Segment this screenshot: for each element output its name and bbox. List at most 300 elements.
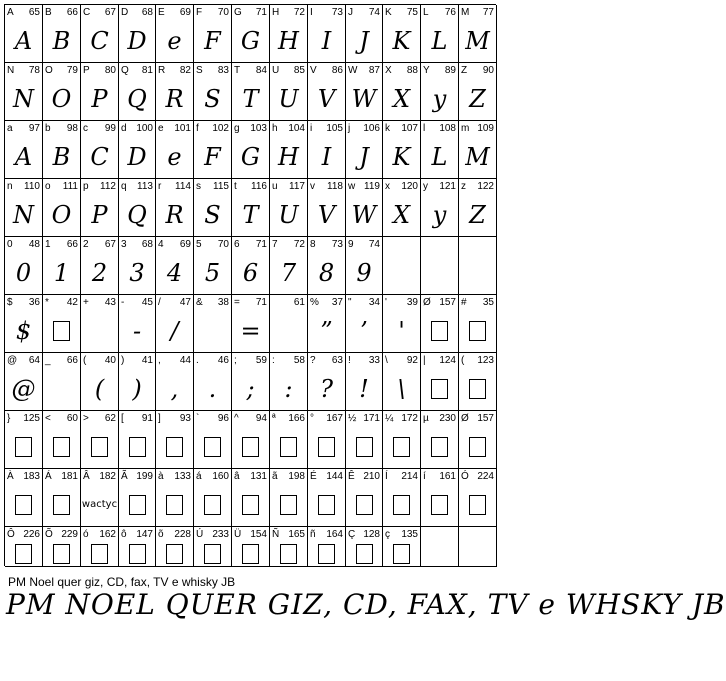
glyph-cell [194, 295, 232, 353]
glyph-cell [119, 469, 156, 527]
glyph-cell [383, 121, 421, 179]
glyph-cell [308, 353, 346, 411]
glyph-sample [308, 541, 345, 566]
glyph-cell [308, 295, 346, 353]
glyph-character: ^ [234, 413, 239, 424]
glyph-character: Í [385, 471, 388, 482]
glyph-character: n [7, 181, 13, 192]
glyph-cell [459, 527, 497, 567]
glyph-sample [43, 541, 80, 566]
missing-glyph-box [242, 544, 259, 564]
glyph-character: Ó [461, 471, 469, 482]
glyph-code: 157 [439, 297, 456, 308]
glyph-sample [346, 483, 382, 526]
glyph-character: ô [121, 529, 127, 540]
glyph-sample: M [465, 142, 490, 171]
glyph-cell [232, 179, 270, 237]
glyph-cell [270, 353, 308, 411]
missing-glyph-box [356, 544, 373, 564]
glyph-character: j [348, 123, 351, 134]
glyph-sample: Z [469, 200, 486, 229]
glyph-character: y [423, 181, 428, 192]
missing-glyph-box [318, 495, 335, 515]
glyph-sample: H [278, 26, 299, 55]
glyph-code: 90 [482, 65, 494, 76]
glyph-character: s [196, 181, 201, 192]
glyph-character: A [7, 7, 14, 18]
glyph-code: 46 [217, 355, 229, 366]
glyph-character: 1 [45, 239, 51, 250]
glyph-code: 165 [288, 529, 305, 540]
glyph-code: 87 [368, 65, 380, 76]
glyph-code: 118 [327, 181, 343, 192]
glyph-code: 77 [482, 7, 494, 18]
missing-glyph-box [318, 544, 335, 564]
glyph-code: 83 [217, 65, 229, 76]
glyph-cell [270, 237, 308, 295]
glyph-code: 67 [104, 239, 116, 250]
glyph-sample: B [52, 142, 71, 171]
glyph-character: F [196, 7, 203, 18]
glyph-sample [43, 309, 80, 352]
glyph-cell [43, 5, 81, 63]
glyph-character: r [158, 181, 162, 192]
missing-glyph-box [204, 544, 221, 564]
glyph-sample: 0 [15, 258, 32, 287]
glyph-character: ` [196, 413, 200, 424]
glyph-sample: e [167, 26, 182, 55]
missing-glyph-box [53, 437, 70, 457]
glyph-sample: A [14, 26, 33, 55]
glyph-cell [194, 179, 232, 237]
glyph-sample: 5 [204, 258, 221, 287]
glyph-cell [156, 237, 194, 295]
glyph-character: . [196, 355, 199, 366]
glyph-sample: ' [398, 316, 405, 345]
glyph-cell [81, 295, 119, 353]
glyph-character: E [158, 7, 165, 18]
sample-label: PM Noel quer giz, CD, fax, TV e whisky JB [8, 575, 236, 589]
glyph-sample: A [14, 142, 33, 171]
missing-glyph-box [393, 544, 410, 564]
glyph-character: J [348, 7, 353, 18]
glyph-cell [383, 179, 421, 237]
glyph-code: 147 [136, 529, 153, 540]
glyph-character: G [234, 7, 242, 18]
glyph-code: 228 [174, 529, 191, 540]
glyph-sample: . [208, 374, 217, 403]
glyph-character: b [45, 123, 51, 134]
missing-glyph-box [280, 437, 297, 457]
glyph-sample [119, 541, 155, 566]
glyph-cell [5, 353, 43, 411]
glyph-code: 42 [66, 297, 78, 308]
glyph-sample: T [242, 84, 259, 113]
glyph-sample: $ [15, 316, 32, 345]
glyph-cell [43, 411, 81, 469]
glyph-code: 62 [104, 413, 116, 424]
glyph-sample: e [167, 142, 182, 171]
glyph-cell [81, 5, 119, 63]
glyph-sample [383, 541, 420, 566]
glyph-character: Õ [45, 529, 53, 540]
glyph-character: \ [385, 355, 388, 366]
glyph-sample: V [317, 200, 336, 229]
glyph-cell [81, 411, 119, 469]
glyph-code: 133 [174, 471, 191, 482]
glyph-character: 4 [158, 239, 164, 250]
glyph-code: 93 [179, 413, 191, 424]
glyph-cell [459, 5, 497, 63]
glyph-character: , [158, 355, 161, 366]
glyph-cell [308, 237, 346, 295]
glyph-character: á [196, 471, 202, 482]
glyph-character: g [234, 123, 240, 134]
glyph-cell [270, 527, 308, 567]
glyph-cell [308, 527, 346, 567]
glyph-code: 135 [401, 529, 418, 540]
missing-glyph-box [15, 437, 32, 457]
glyph-cell [194, 469, 232, 527]
glyph-code: 104 [288, 123, 305, 134]
glyph-character: L [423, 7, 429, 18]
missing-glyph-box [280, 544, 297, 564]
glyph-code: 92 [406, 355, 418, 366]
glyph-cell [5, 469, 43, 527]
glyph-code: 117 [289, 181, 305, 192]
glyph-cell [156, 527, 194, 567]
glyph-character: k [385, 123, 390, 134]
glyph-sample [232, 425, 269, 468]
glyph-character: h [272, 123, 278, 134]
glyph-code: 60 [66, 413, 78, 424]
glyph-sample [270, 541, 307, 566]
glyph-cell [346, 179, 383, 237]
glyph-sample: C [90, 26, 109, 55]
glyph-code: 109 [477, 123, 494, 134]
glyph-code: 69 [179, 239, 191, 250]
missing-glyph-box [393, 437, 410, 457]
glyph-character: õ [158, 529, 164, 540]
glyph-code: 35 [482, 297, 494, 308]
glyph-cell [194, 63, 232, 121]
glyph-sample: 2 [91, 258, 108, 287]
glyph-character: < [45, 413, 51, 424]
glyph-code: 105 [326, 123, 343, 134]
glyph-code: 70 [217, 7, 229, 18]
glyph-cell [119, 527, 156, 567]
glyph-sample [459, 367, 496, 410]
glyph-character: 0 [7, 239, 13, 250]
glyph-sample [194, 483, 231, 526]
glyph-code: 64 [28, 355, 40, 366]
glyph-character: Ç [348, 529, 356, 540]
glyph-character: C [83, 7, 91, 18]
glyph-character: ) [121, 355, 125, 366]
glyph-cell [421, 469, 459, 527]
glyph-code: 103 [250, 123, 267, 134]
glyph-character: ñ [310, 529, 316, 540]
glyph-code: 61 [293, 297, 305, 308]
glyph-code: 58 [293, 355, 305, 366]
glyph-sample: 4 [166, 258, 183, 287]
glyph-code: 115 [213, 181, 229, 192]
glyph-cell [232, 469, 270, 527]
glyph-sample: J [359, 26, 369, 55]
missing-glyph-box [204, 495, 221, 515]
glyph-cell [43, 527, 81, 567]
glyph-cell [308, 121, 346, 179]
glyph-code: 79 [66, 65, 78, 76]
glyph-code: 110 [24, 181, 40, 192]
glyph-character: ( [83, 355, 87, 366]
glyph-cell [346, 237, 383, 295]
glyph-code: 154 [250, 529, 267, 540]
glyph-cell [232, 527, 270, 567]
glyph-character: 5 [196, 239, 202, 250]
glyph-character: M [461, 7, 470, 18]
glyph-cell [459, 411, 497, 469]
glyph-sample [232, 483, 269, 526]
glyph-sample [81, 425, 118, 468]
glyph-cell [346, 295, 383, 353]
glyph-code: 198 [288, 471, 305, 482]
glyph-character: a [7, 123, 13, 134]
glyph-code: 167 [326, 413, 343, 424]
glyph-character: e [158, 123, 164, 134]
glyph-cell [81, 179, 119, 237]
glyph-cell [5, 63, 43, 121]
glyph-code: 73 [331, 239, 343, 250]
glyph-code: 74 [368, 239, 380, 250]
missing-glyph-box [280, 495, 297, 515]
glyph-character: ; [234, 355, 237, 366]
glyph-cell [232, 295, 270, 353]
missing-glyph-box [15, 495, 32, 515]
glyph-sample: 1 [53, 258, 70, 287]
glyph-cell [194, 353, 232, 411]
glyph-sample: U [278, 200, 299, 229]
glyph-cell [43, 295, 81, 353]
glyph-character: w [348, 181, 356, 192]
glyph-character: f [196, 123, 199, 134]
glyph-character: = [234, 297, 240, 308]
glyph-cell [43, 469, 81, 527]
glyph-sample: O [51, 200, 72, 229]
glyph-sample [156, 483, 193, 526]
glyph-cell [383, 411, 421, 469]
glyph-character: ' [385, 297, 387, 308]
glyph-code: 82 [179, 65, 191, 76]
glyph-code: 102 [212, 123, 229, 134]
glyph-code: 67 [104, 7, 116, 18]
missing-glyph-box [204, 437, 221, 457]
glyph-sample: J [359, 142, 369, 171]
glyph-character: Ø [423, 297, 431, 308]
glyph-character: Â [83, 471, 90, 482]
glyph-code: 34 [368, 297, 380, 308]
glyph-code: 38 [217, 297, 229, 308]
glyph-cell [270, 5, 308, 63]
glyph-cell [232, 237, 270, 295]
glyph-character: U [272, 65, 280, 76]
glyph-sample: S [204, 84, 221, 113]
glyph-cell [81, 237, 119, 295]
glyph-sample: M [465, 26, 490, 55]
glyph-code: 164 [326, 529, 343, 540]
glyph-cell [232, 121, 270, 179]
glyph-code: 45 [141, 297, 153, 308]
glyph-character: 9 [348, 239, 354, 250]
glyph-cell [346, 5, 383, 63]
glyph-character: Ê [348, 471, 355, 482]
glyph-character: X [385, 65, 392, 76]
glyph-code: 44 [179, 355, 191, 366]
glyph-cell [421, 179, 459, 237]
glyph-cell [270, 469, 308, 527]
glyph-sample: ) [132, 374, 142, 403]
glyph-character: / [158, 297, 161, 308]
glyph-cell [270, 121, 308, 179]
glyph-cell [383, 527, 421, 567]
glyph-sample: K [392, 142, 411, 171]
glyph-cell [156, 5, 194, 63]
glyph-character: N [7, 65, 15, 76]
glyph-sample: - [132, 316, 142, 345]
glyph-cell [81, 63, 119, 121]
glyph-code: 41 [141, 355, 153, 366]
glyph-character: ( [461, 355, 465, 366]
missing-glyph-box [166, 544, 183, 564]
character-map-grid [4, 4, 496, 566]
glyph-sample [156, 425, 193, 468]
glyph-sample: W [351, 84, 377, 113]
glyph-cell [43, 121, 81, 179]
glyph-cell [119, 237, 156, 295]
glyph-code: 119 [364, 181, 380, 192]
glyph-sample [194, 541, 231, 566]
glyph-sample: F [204, 142, 221, 171]
glyph-code: 172 [401, 413, 418, 424]
glyph-code: 226 [23, 529, 40, 540]
glyph-sample [194, 309, 231, 352]
glyph-cell [421, 237, 459, 295]
glyph-code: 112 [100, 181, 116, 192]
glyph-cell [459, 63, 497, 121]
glyph-sample: ! [359, 374, 369, 403]
glyph-character: # [461, 297, 467, 308]
glyph-code: 84 [255, 65, 267, 76]
glyph-cell [421, 63, 459, 121]
glyph-sample: Q [127, 200, 147, 229]
glyph-cell [119, 121, 156, 179]
glyph-code: 128 [363, 529, 380, 540]
glyph-character: í [423, 471, 426, 482]
glyph-sample: 6 [242, 258, 259, 287]
glyph-character: Ú [196, 529, 204, 540]
glyph-code: 124 [439, 355, 456, 366]
glyph-cell [232, 411, 270, 469]
missing-glyph-box [15, 544, 32, 564]
glyph-code: 157 [477, 413, 494, 424]
glyph-sample: F [204, 26, 221, 55]
glyph-sample: I [321, 26, 332, 55]
glyph-code: 43 [104, 297, 116, 308]
glyph-code: 66 [66, 239, 78, 250]
glyph-code: 71 [255, 239, 267, 250]
glyph-sample: K [392, 26, 411, 55]
glyph-code: 76 [444, 7, 456, 18]
glyph-character: u [272, 181, 278, 192]
glyph-sample [270, 483, 307, 526]
glyph-sample: / [170, 316, 179, 345]
glyph-cell [156, 63, 194, 121]
glyph-sample [81, 541, 118, 566]
glyph-character: Ô [7, 529, 15, 540]
glyph-code: 68 [141, 7, 153, 18]
glyph-character: B [45, 7, 52, 18]
glyph-sample: N [13, 84, 34, 113]
glyph-character: 7 [272, 239, 278, 250]
glyph-cell [81, 121, 119, 179]
glyph-character: T [234, 65, 241, 76]
glyph-sample: D [127, 26, 147, 55]
glyph-cell [421, 411, 459, 469]
glyph-code: 80 [104, 65, 116, 76]
missing-glyph-box [166, 437, 183, 457]
glyph-sample [308, 425, 345, 468]
glyph-code: 107 [401, 123, 418, 134]
glyph-code: 37 [331, 297, 343, 308]
glyph-character: É [310, 471, 317, 482]
glyph-code: 69 [179, 7, 191, 18]
glyph-sample [5, 541, 42, 566]
glyph-cell [421, 5, 459, 63]
glyph-code: 78 [28, 65, 40, 76]
glyph-sample [270, 309, 307, 352]
glyph-sample: , [170, 374, 179, 403]
glyph-code: 74 [368, 7, 380, 18]
glyph-character: 2 [83, 239, 89, 250]
glyph-cell [232, 353, 270, 411]
glyph-sample: I [321, 142, 332, 171]
missing-glyph-box [469, 437, 486, 457]
glyph-sample [43, 425, 80, 468]
missing-glyph-box [431, 495, 448, 515]
glyph-character: z [461, 181, 466, 192]
glyph-character: @ [7, 355, 18, 366]
glyph-code: 116 [251, 181, 267, 192]
glyph-cell [43, 237, 81, 295]
glyph-code: 161 [439, 471, 456, 482]
glyph-sample: P [91, 84, 108, 113]
glyph-sample: Q [127, 84, 147, 113]
missing-glyph-box [431, 437, 448, 457]
glyph-character: I [310, 7, 313, 18]
glyph-cell [194, 411, 232, 469]
missing-glyph-box [469, 379, 486, 399]
glyph-code: 108 [439, 123, 456, 134]
glyph-sample: B [52, 26, 71, 55]
glyph-code: 162 [99, 529, 116, 540]
glyph-code: 114 [175, 181, 191, 192]
glyph-code: 66 [66, 7, 78, 18]
glyph-cell [156, 295, 194, 353]
glyph-cell [156, 121, 194, 179]
glyph-code: 71 [255, 7, 267, 18]
missing-glyph-box [129, 495, 146, 515]
glyph-sample: ” [320, 316, 333, 345]
